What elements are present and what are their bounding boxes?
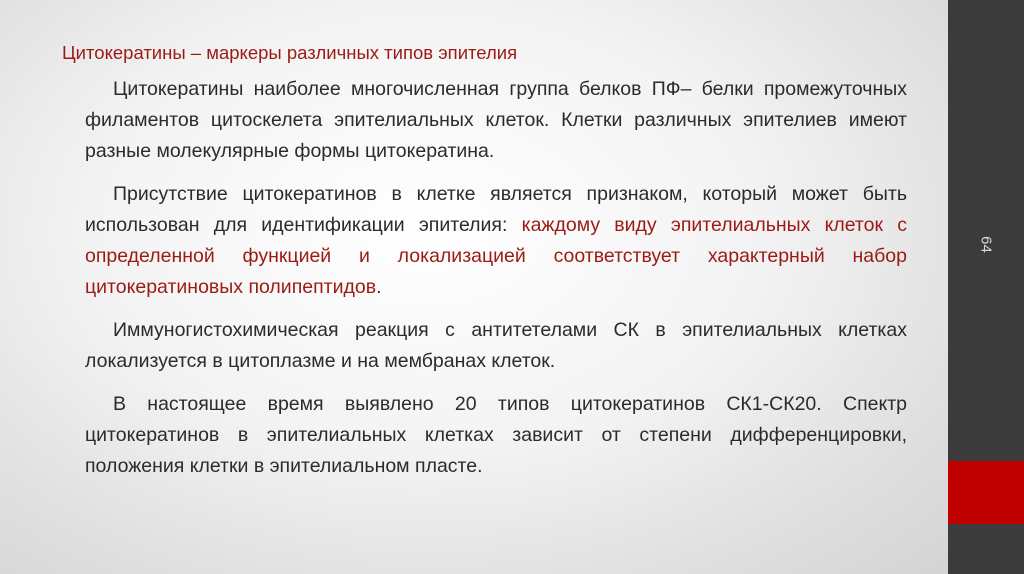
paragraph-3	[85, 315, 907, 377]
sidebar	[948, 0, 1024, 574]
page-number: 64	[977, 236, 995, 253]
paragraph-1	[85, 74, 907, 167]
highlighted-text: каждому виду эпителиальных клеток с определенной функцией и локализацией соответствует характерный набор цитокератиновых полипептидов	[85, 214, 907, 298]
slide-title: Цитокератины – маркеры различных типов эпителия	[62, 42, 518, 63]
paragraph-text: Цитокератины наиболее многочисленная группа белков ПФ– белки промежуточных филаментов цитоскелета эпителиальных клеток. Клетки различных эпителиев имеют разные молекулярные формы цитокератина.	[85, 78, 907, 162]
paragraph-text: Иммуногистохимическая реакция с антитетелами СК в эпителиальных клетках локализуется в цитоплазме и на мембранах клеток.	[85, 319, 907, 372]
accent-bar	[948, 461, 1024, 524]
paragraph-end: .	[376, 276, 382, 298]
slide-body	[85, 74, 907, 494]
paragraph-4	[85, 389, 907, 482]
paragraph-text: Присутствие цитокератинов в клетке является признаком, который может быть использован для идентификации эпителия:	[85, 183, 907, 236]
paragraph-2	[85, 179, 907, 303]
paragraph-text: В настоящее время выявлено 20 типов цитокератинов СК1-СК20. Спектр цитокератинов в эпителиальных клетках зависит от степени дифференцировки, положения клетки в эпителиальном пласте.	[85, 393, 907, 477]
